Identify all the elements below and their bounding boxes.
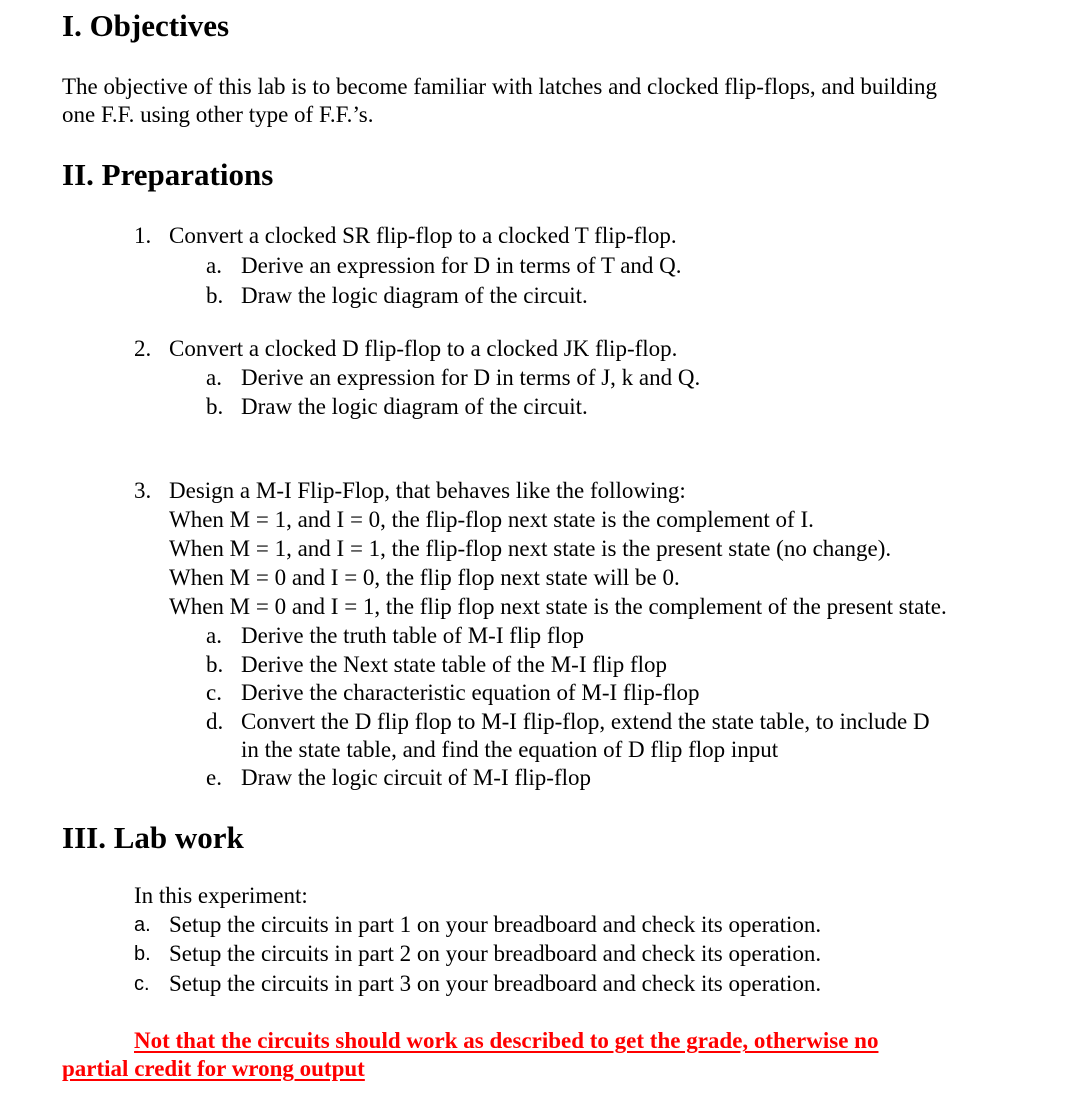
prep-item-1b-mark: b. bbox=[206, 283, 224, 308]
prep-item-2a-text: Derive an expression for D in terms of J, k and Q. bbox=[241, 365, 701, 390]
prep-item-2b-text: Draw the logic diagram of the circuit. bbox=[241, 394, 588, 419]
lab-work-item-b-mark: b. bbox=[134, 943, 151, 965]
prep-item-3d-text: Convert the D flip flop to M-I flip-flop, extend the state table, to include D bbox=[241, 709, 930, 734]
prep-item-1-number: 1. bbox=[134, 223, 152, 248]
prep-item-3-rule-4: When M = 0 and I = 1, the flip flop next state is the complement of the present state. bbox=[169, 594, 947, 619]
prep-item-3-number: 3. bbox=[134, 478, 152, 503]
prep-item-3e-text: Draw the logic circuit of M-I flip-flop bbox=[241, 765, 591, 790]
preparations-heading: II. Preparations bbox=[62, 157, 274, 192]
lab-work-heading: III. Lab work bbox=[62, 820, 244, 855]
prep-item-1-text: Convert a clocked SR flip-flop to a clocked T flip-flop. bbox=[169, 223, 677, 248]
prep-item-1b-text: Draw the logic diagram of the circuit. bbox=[241, 283, 588, 308]
grading-note-line-2: partial credit for wrong output bbox=[62, 1056, 365, 1081]
grading-note-line-1: Not that the circuits should work as described to get the grade, otherwise no bbox=[134, 1028, 879, 1053]
prep-item-3b-mark: b. bbox=[206, 652, 224, 677]
lab-work-item-b-text: Setup the circuits in part 2 on your breadboard and check its operation. bbox=[169, 941, 822, 966]
prep-item-3d-mark: d. bbox=[206, 709, 224, 734]
prep-item-3a-mark: a. bbox=[206, 623, 222, 648]
prep-item-3-text: Design a M-I Flip-Flop, that behaves like the following: bbox=[169, 478, 686, 503]
prep-item-1a-mark: a. bbox=[206, 253, 222, 278]
prep-item-3c-mark: c. bbox=[206, 680, 222, 705]
prep-item-2-number: 2. bbox=[134, 336, 152, 361]
lab-work-intro: In this experiment: bbox=[134, 883, 308, 908]
prep-item-3c-text: Derive the characteristic equation of M-I flip-flop bbox=[241, 680, 700, 705]
prep-item-2-text: Convert a clocked D flip-flop to a clocked JK flip-flop. bbox=[169, 336, 678, 361]
prep-item-3d-text-continued: in the state table, and find the equation of D flip flop input bbox=[241, 737, 779, 762]
prep-item-3e-mark: e. bbox=[206, 765, 222, 790]
prep-item-2b-mark: b. bbox=[206, 394, 224, 419]
prep-item-2a-mark: a. bbox=[206, 365, 222, 390]
objectives-heading: I. Objectives bbox=[62, 8, 230, 43]
lab-work-item-c-mark: c. bbox=[134, 973, 150, 995]
prep-item-3b-text: Derive the Next state table of the M-I flip flop bbox=[241, 652, 667, 677]
lab-work-item-a-mark: a. bbox=[134, 914, 151, 936]
prep-item-3-rule-1: When M = 1, and I = 0, the flip-flop next state is the complement of I. bbox=[169, 507, 814, 532]
objectives-paragraph-line-1: The objective of this lab is to become familiar with latches and clocked flip-flops, and building bbox=[62, 74, 938, 99]
prep-item-1a-text: Derive an expression for D in terms of T and Q. bbox=[241, 253, 682, 278]
lab-work-item-c-text: Setup the circuits in part 3 on your breadboard and check its operation. bbox=[169, 971, 822, 996]
lab-work-item-a-text: Setup the circuits in part 1 on your breadboard and check its operation. bbox=[169, 912, 822, 937]
prep-item-3a-text: Derive the truth table of M-I flip flop bbox=[241, 623, 584, 648]
objectives-paragraph-line-2: one F.F. using other type of F.F.’s. bbox=[62, 102, 374, 127]
prep-item-3-rule-3: When M = 0 and I = 0, the flip flop next state will be 0. bbox=[169, 565, 680, 590]
prep-item-3-rule-2: When M = 1, and I = 1, the flip-flop next state is the present state (no change). bbox=[169, 536, 892, 561]
